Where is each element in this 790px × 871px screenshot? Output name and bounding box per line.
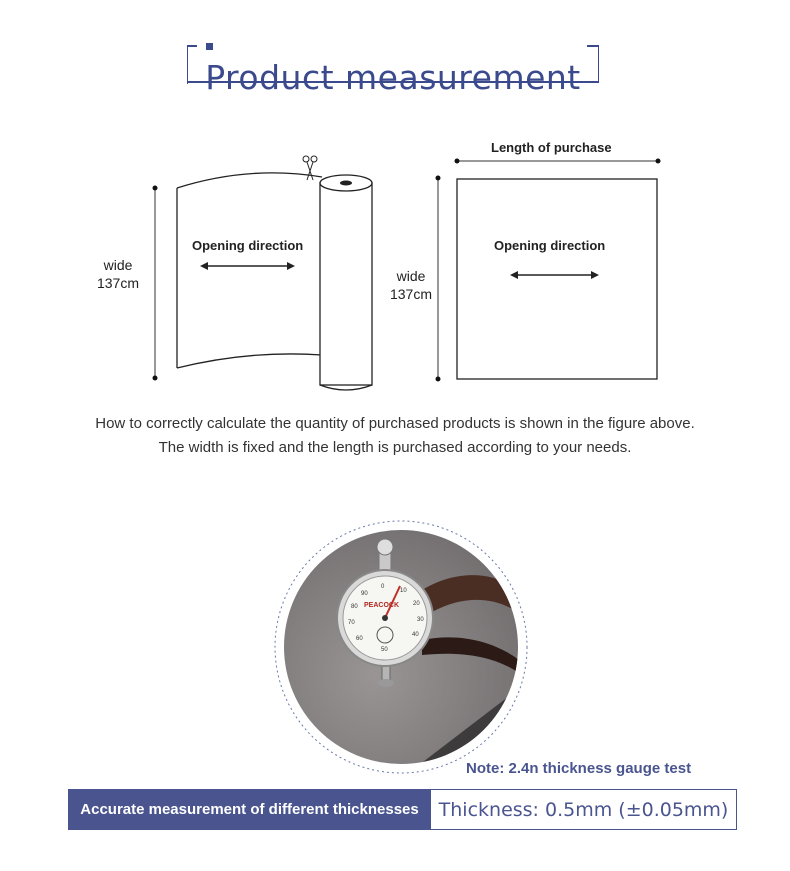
- dial-number: 30: [417, 617, 424, 623]
- dial-number: 90: [361, 591, 368, 597]
- dial-number: 0: [381, 584, 385, 590]
- left-width-label: [88, 256, 148, 292]
- title-frame: [187, 38, 599, 97]
- gauge-note: Note: 2.4n thickness gauge test: [466, 760, 692, 777]
- sheet-diagram: [430, 155, 670, 385]
- dial-number: 60: [356, 636, 363, 642]
- description-line-1: How to correctly calculate the quantity of purchased products is shown in the figure above.: [95, 415, 695, 432]
- dial-number: 70: [348, 620, 355, 626]
- left-width-word: wide: [103, 257, 133, 273]
- dial-number: 80: [351, 604, 358, 610]
- thickness-gauge-photo: [272, 520, 530, 778]
- right-width-word: wide: [396, 268, 426, 284]
- description-line-2: The width is fixed and the length is purchased according to your needs.: [158, 439, 632, 456]
- page-title: Product measurement: [205, 58, 581, 97]
- spec-label: Accurate measurement of different thicknesses: [68, 789, 431, 830]
- gauge-brand: PEACOCK: [364, 602, 400, 609]
- dial-number: 40: [412, 632, 419, 638]
- length-label: Length of purchase: [491, 140, 612, 155]
- dial-number: 50: [381, 647, 388, 653]
- left-direction-label: Opening direction: [192, 238, 304, 253]
- spec-value: Thickness: 0.5mm (±0.05mm): [430, 789, 737, 830]
- right-direction-label: Opening direction: [494, 238, 606, 253]
- dial-number: 10: [400, 588, 407, 594]
- left-width-value: 137cm: [96, 275, 140, 291]
- title-square-icon: [206, 43, 213, 50]
- right-width-label: [381, 267, 441, 303]
- dial-number: 20: [413, 601, 420, 607]
- roll-diagram: [140, 150, 380, 395]
- right-width-value: 137cm: [389, 286, 433, 302]
